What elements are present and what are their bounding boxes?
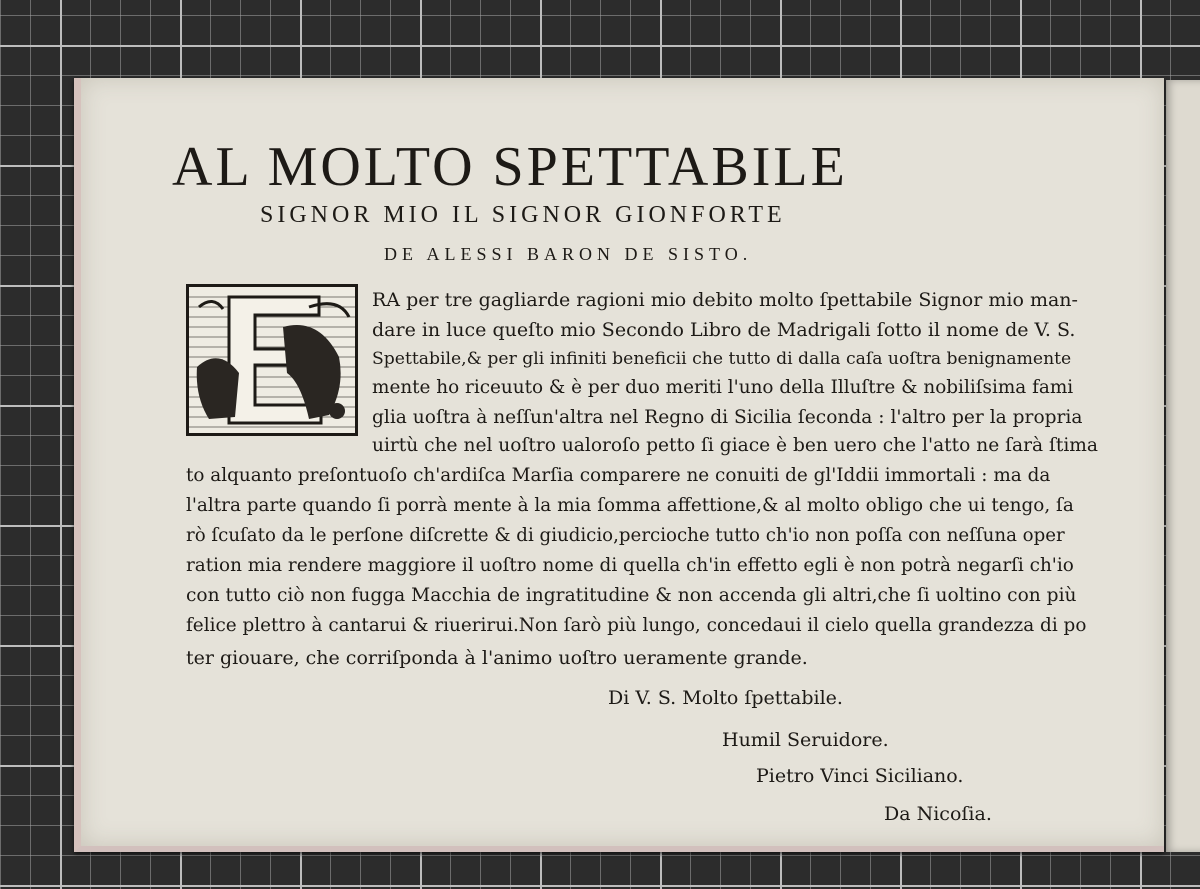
body-line-4: mente ho riceuuto & è per duo meriti l'uno della Illuſtre & nobiliſsima fami xyxy=(372,377,1074,398)
body-line-5: glia uoſtra à neſſun'altra nel Regno di Sicilia ſeconda : l'altro per la propria xyxy=(372,407,1083,428)
decorated-initial-e-woodcut xyxy=(186,284,358,436)
body-line-1: RA per tre gagliarde ragioni mio debito molto ſpettabile Signor mio man- xyxy=(372,289,1078,311)
body-line-9: rò ſcuſato da le perſone diſcrette & di giudicio,percioche tutto ch'io non poſſa con neſſuna oper xyxy=(186,525,1065,546)
dedication-subtitle-2: DE ALESSI BARON DE SISTO. xyxy=(384,244,753,264)
dedication-subtitle: SIGNOR MIO IL SIGNOR GIONFORTE xyxy=(260,202,786,228)
adjacent-page-edge xyxy=(1166,80,1200,852)
body-line-6: uirtù che nel uoſtro ualoroſo petto ſi giace è ben uero che l'atto ne ſarà ſtima xyxy=(372,435,1098,456)
closing-servant: Humil Seruidore. xyxy=(722,729,889,751)
body-line-13: ter giouare, che corriſponda à l'animo uoſtro ueramente grande. xyxy=(186,647,808,669)
body-line-8: l'altra parte quando ſi porrà mente à la mia ſomma affettione,& al molto obligo che ui tengo, ſa xyxy=(186,495,1074,516)
body-line-11: con tutto ciò non fugga Macchia de ingratitudine & non accenda gli altri,che ſi uoltino con più xyxy=(186,585,1077,606)
closing-salutation: Di V. S. Molto ſpettabile. xyxy=(608,687,843,709)
dedication-title: AL MOLTO SPETTABILE xyxy=(172,136,848,198)
body-line-2: dare in luce queſto mio Secondo Libro de Madrigali ſotto il nome de V. S. xyxy=(372,319,1076,341)
closing-place: Da Nicoſia. xyxy=(884,803,992,825)
body-line-7: to alquanto preſontuoſo ch'ardiſca Marſia comparere ne conuiti de gl'Iddii immortali : ma da xyxy=(186,465,1051,486)
body-line-12: felice plettro à cantarui & riuerirui.Non ſarò più lungo, concedaui il cielo quella grandezza di po xyxy=(186,615,1087,636)
body-line-10: ration mia rendere maggiore il uoſtro nome di quella ch'in effetto egli è non potrà negarſi ch'io xyxy=(186,555,1074,576)
closing-author: Pietro Vinci Siciliano. xyxy=(756,765,964,787)
body-line-3: Spettabile,& per gli infiniti beneficii che tutto di dalla caſa uoſtra benignamente xyxy=(372,349,1072,369)
